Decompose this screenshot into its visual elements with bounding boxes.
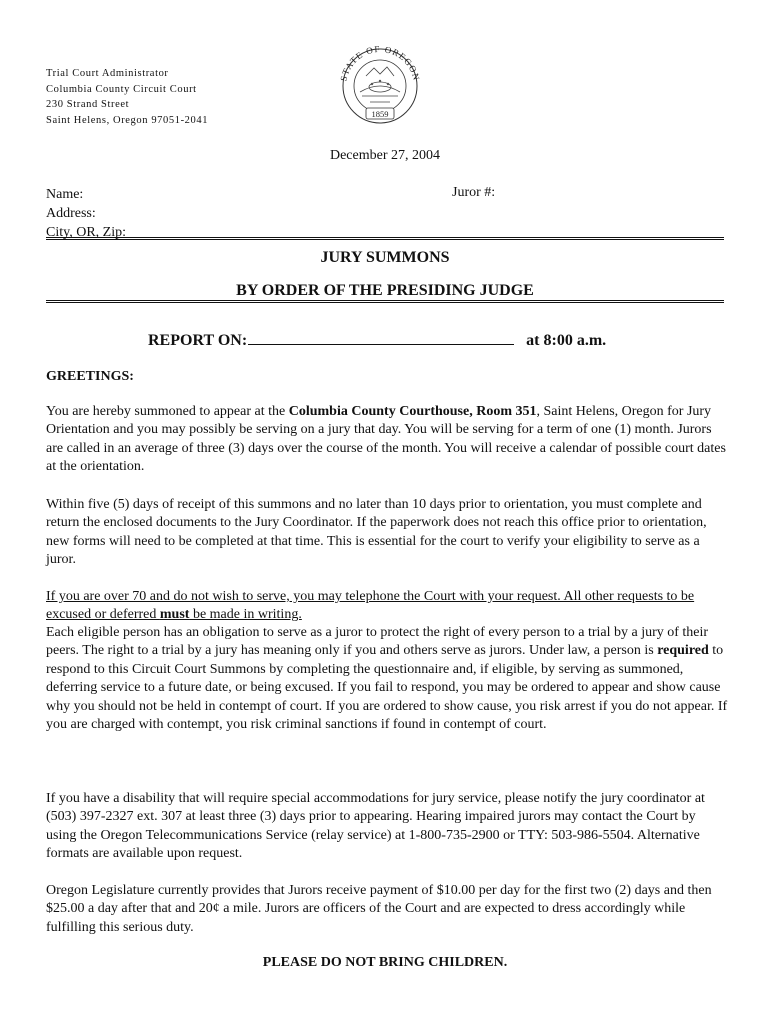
courthouse-location: Columbia County Courthouse, Room 351 <box>288 404 537 419</box>
address-field-label: Address: <box>46 206 96 221</box>
p6-text: Oregon Legislature currently provides that Jurors receive payment of $10.00 per day for the first two (2) days and then $25.00 a day after that and 20¢ a mile. Jurors are officers of the Court and are expected to dress accordingly while fulfilling this serious duty. <box>46 883 712 935</box>
p4-text-c: to respond to this Circuit Court Summons by completing the questionnaire and, if eligible, by serving as summoned, deferring service to a future date, or being excused. If you fail to respond, you may be ordered to appear and show cause why you should not be held in contempt of court. If you are ordered to show cause, you risk arrest if you do not appear. If you are charged with contempt, you risk criminal sanctions if found in contempt of court. <box>46 643 728 733</box>
seal-top-text: STATE OF OREGON <box>338 46 422 83</box>
paperwork-paragraph <box>46 496 728 570</box>
required-emphasis: required <box>657 643 709 659</box>
report-on-line <box>148 329 606 350</box>
state-seal-icon <box>332 46 428 126</box>
name-field-label: Name: <box>46 187 84 202</box>
divider-rule <box>46 300 724 303</box>
address-line: Trial Court Administrator <box>46 68 169 79</box>
p2-text: Within five (5) days of receipt of this summons and no later than 10 days prior to orientation, you must complete and return the enclosed documents to the Jury Coordinator. If the paperwork does not reach this office prior to orientation, new forms will need to be completed at that time. This is essential for the court to verify your eligibility to serve as a juror. <box>46 497 707 568</box>
p3-text-a: If you are over 70 and do not wish to serve, you may telephone the Court with your request. All other requests to be excused or deferred <box>46 589 695 623</box>
address-line: Saint Helens, Oregon 97051-2041 <box>46 114 209 126</box>
must-emphasis: must <box>159 607 190 623</box>
payment-paragraph <box>46 882 728 937</box>
court-address <box>46 66 208 128</box>
no-children-notice: PLEASE DO NOT BRING CHILDREN. <box>262 955 508 970</box>
obligation-paragraph <box>46 624 728 734</box>
p4-text-a: Each eligible person has an obligation to serve as a juror to protect the right of every person to a trial by a jury of their peers. The right to a trial by a jury has meaning only if you and others serve as jurors. Under law, a person is <box>46 625 709 659</box>
orientation-paragraph <box>46 403 728 477</box>
disability-paragraph <box>46 790 728 864</box>
p1-text-c: , Saint Helens, Oregon for Jury Orientation and you may possibly be serving on a jury that day. You will be serving for a term of one (1) month. Jurors are called in an average of three (3) days over the course of the month. You will receive a calendar of possible court dates at the orientation. <box>46 404 726 475</box>
jury-summons-title: JURY SUMMONS <box>320 249 450 266</box>
city-field-label: City, OR, Zip: <box>46 225 126 240</box>
report-date-blank <box>248 329 514 345</box>
presiding-judge-title: BY ORDER OF THE PRESIDING JUDGE <box>236 282 534 299</box>
svg-text:STATE OF OREGON <box>338 46 421 82</box>
address-line: 230 Strand Street <box>46 99 130 110</box>
excusal-paragraph <box>46 588 728 625</box>
divider-rule <box>46 237 724 240</box>
p3-text-c: be made in writing. <box>189 607 302 623</box>
juror-info-fields <box>46 185 126 242</box>
greetings-heading: GREETINGS: <box>46 369 134 384</box>
p5-text: If you have a disability that will require special accommodations for jury service, please notify the jury coordinator at (503) 397-2327 ext. 307 at least three (3) days prior to appearing. Hearing impaired jurors may contact the Court by using the Oregon Telecommunications Service (relay service) at 1-800-735-2900 or TTY: 503-986-5504. Alternative formats are available upon request. <box>46 791 705 862</box>
p1-text-a: You are hereby summoned to appear at the <box>46 404 289 419</box>
summons-date: December 27, 2004 <box>329 148 441 163</box>
report-on-label: REPORT ON: <box>148 332 248 349</box>
seal-year: 1859 <box>371 109 389 119</box>
address-line: Columbia County Circuit Court <box>46 83 197 95</box>
juror-number-label: Juror #: <box>452 185 496 200</box>
report-time: at 8:00 a.m. <box>526 332 607 349</box>
